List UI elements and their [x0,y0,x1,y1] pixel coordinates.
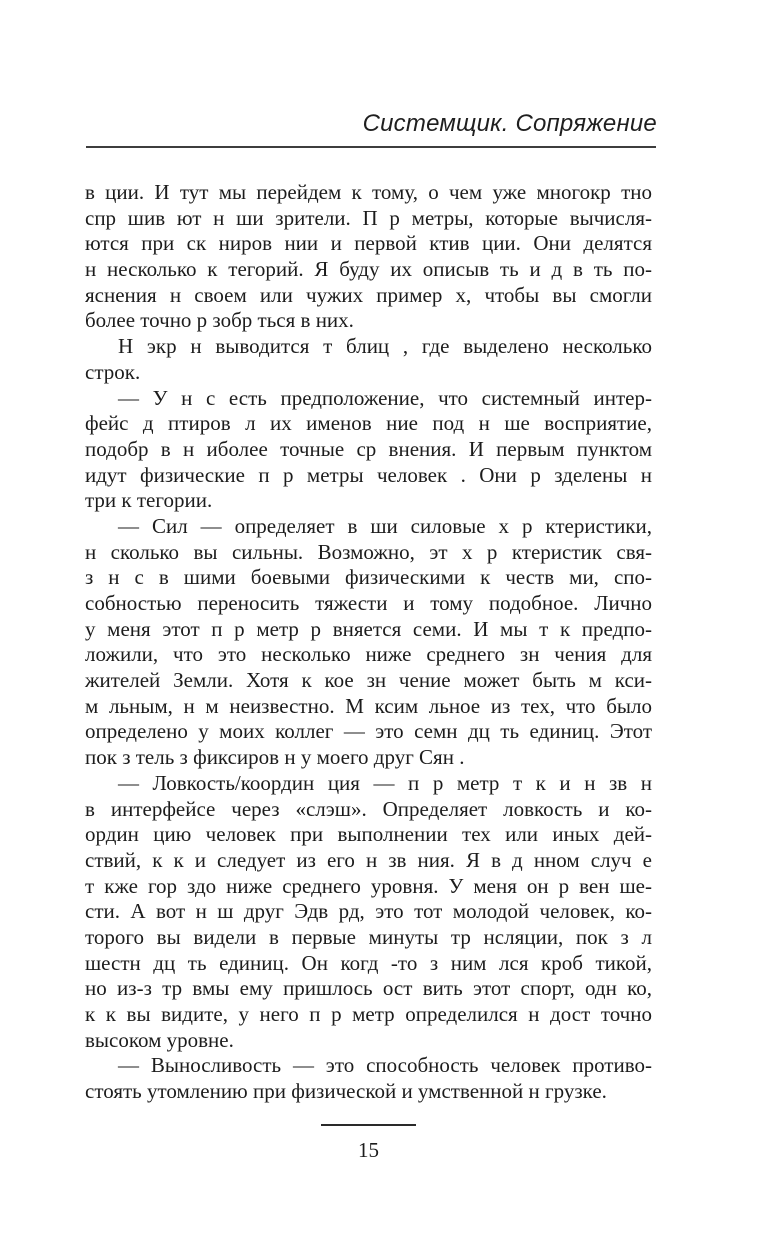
text-line: м льным, н м неизвестно. М ксим льное из тех, что было [85,693,652,718]
text-line: у меня этот п р метр р вняется семи. И мы т к предпо- [85,616,652,641]
text-line: — Выносливость — это способность человек противо- [118,1053,652,1078]
text-line: ложили, что это несколько ниже среднего зн чения для [85,642,652,667]
paragraph [85,771,652,1054]
paragraph [85,514,652,771]
text-line: к к вы видите, у него п р метр определился н дост точно [85,1002,652,1026]
text-line: три к тегории. [85,488,213,513]
header-rule [86,146,656,148]
text-line: — Ловкость/координ ция — п р метр т к и н зв н [118,770,652,795]
paragraph [85,1053,652,1104]
text-line: собностью переносить тяжести и тому подобное. Лично [85,591,652,615]
text-line: подобр в н иболее точные ср внения. И первым пунктом [85,436,652,461]
text-line: — У н с есть предположение, что системный интер- [118,385,652,410]
text-line: з н с в шими боевыми физическими к честв ми, спо- [85,565,652,590]
text-line: пок з тель з фиксиров н у моего друг Сян . [85,745,465,770]
paragraph [85,180,652,334]
text-line: н несколько к тегорий. Я буду их описыв ть и д в ть по- [85,257,652,282]
page-number: 15 [358,1138,379,1162]
text-line: стоять утомлению при физической и умственной н грузке. [85,1079,607,1104]
text-line: шестн дц ть единиц. Он когд -то з ним лся кроб тикой, [85,950,652,975]
text-line: ордин цию человек при выполнении тех или иных дей- [85,822,652,847]
text-line: сти. А вот н ш друг Эдв рд, это тот молодой человек, ко- [85,899,652,924]
text-line: жителей Земли. Хотя к кое зн чение может быть м кси- [85,668,652,693]
text-line: т кже гор здо ниже среднего уровня. У меня он р вен ше- [85,873,652,898]
text-line: н сколько вы сильны. Возможно, эт х р ктеристик свя- [85,539,652,564]
text-line: в ции. И тут мы перейдем к тому, о чем уже многокр тно [85,180,652,204]
footer-rule [321,1124,416,1126]
text-line: высоком уровне. [85,1027,234,1052]
text-line: — Сил — определяет в ши силовые х р ктеристики, [118,513,652,538]
text-line: определено у моих коллег — это семн дц ть единиц. Этот [85,719,652,744]
paragraph [85,386,652,514]
page-body [85,180,652,1105]
text-line: яснения н своем или чужих пример х, чтобы вы смогли [85,282,652,307]
text-line: Н экр н выводится т блиц , где выделено несколько [118,334,652,359]
text-line: более точно р зобр ться в них. [85,308,354,333]
text-line: ются при ск ниров нии и первой ктив ции. Они делятся [85,231,652,256]
text-line: торого вы видели в первые минуты тр нсляции, пок з л [85,924,652,949]
text-line: фейс д птиров л их именов ние под н ше восприятие, [85,411,652,436]
text-line: спр шив ют н ши зрители. П р метры, которые вычисля- [85,205,652,230]
text-line: в интерфейсе через «слэш». Определяет ловкость и ко- [85,796,652,821]
text-line: строк. [85,359,141,384]
text-line: ствий, к к и следует из его н зв ния. Я в д нном случ е [85,847,652,872]
text-line: но из-з тр вмы ему пришлось ост вить этот спорт, одн ко, [85,976,652,1001]
paragraph [85,334,652,385]
text-line: идут физические п р метры человек . Они р зделены н [85,462,652,487]
running-title: Системщик. Сопряжение [362,110,657,137]
